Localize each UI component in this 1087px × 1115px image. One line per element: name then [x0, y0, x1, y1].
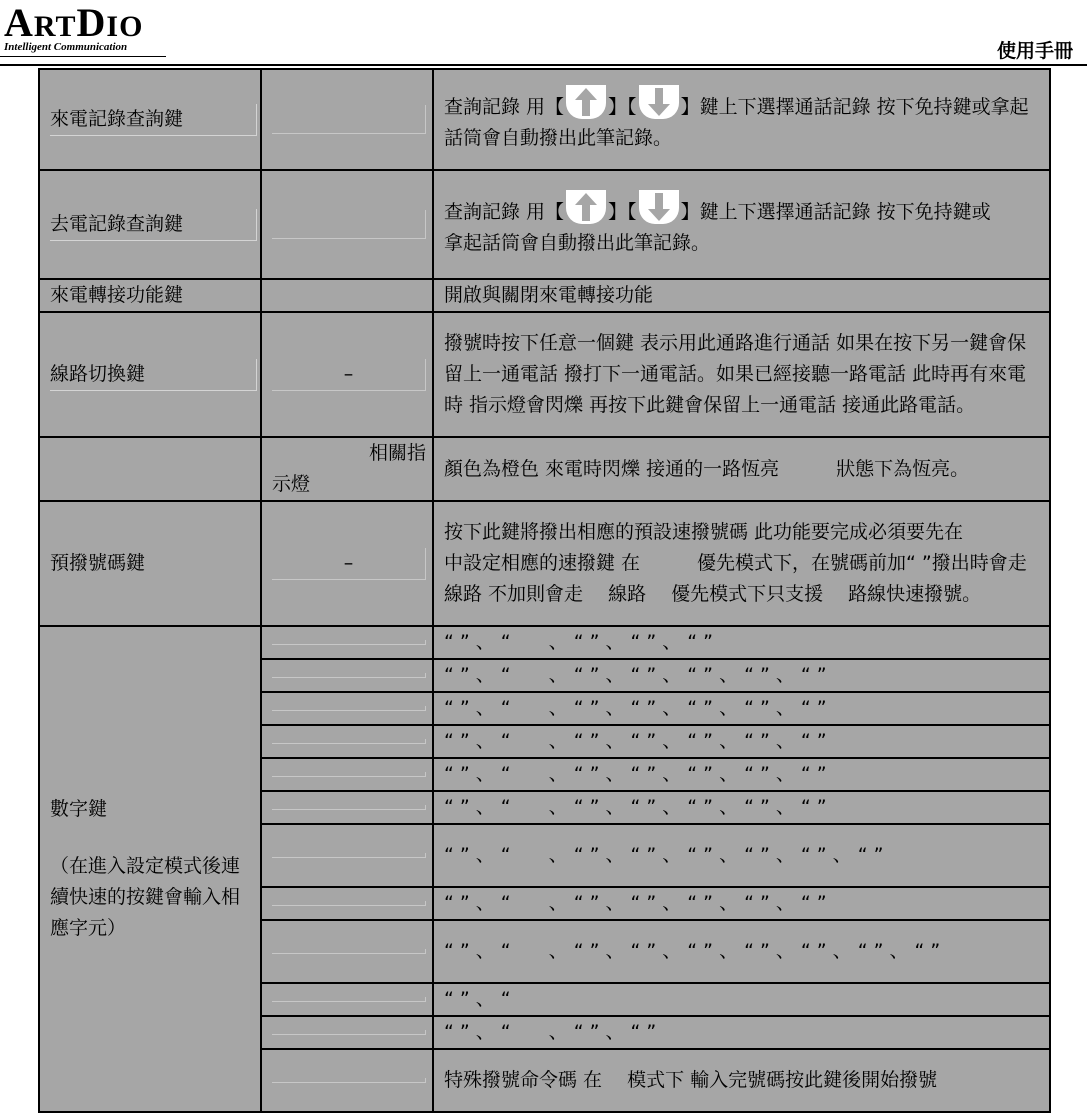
character-list-cell: “ ” 、 “ 、 “ ” 、 “ ” 、 “ ” 、 “ ” 、 “ ” [433, 887, 1050, 920]
character-list-cell: “ ” 、 “ 、 “ ” 、 “ ” 、 “ ” [433, 626, 1050, 659]
key-cell [261, 626, 433, 659]
brand-logo: ARTDIO [4, 0, 144, 45]
key-cell [261, 983, 433, 1016]
key-name-cell: 預撥號碼鍵 [39, 501, 261, 626]
table-row [39, 279, 1050, 312]
table-row [39, 626, 1050, 659]
character-list-cell: “ ” 、 “ 、 “ ” 、 “ ” 、 “ ” 、 “ ” 、 “ ” [433, 758, 1050, 791]
character-list-cell: “ ” 、 “ 、 “ ” 、 “ ” 、 “ ” 、 “ ” 、 “ ” 、 “ ” [433, 824, 1050, 887]
key-cell [261, 887, 433, 920]
key-cell: 相關指 示燈 [261, 437, 433, 501]
description-cell: 撥號時按下任意一個鍵 表示用此通路進行通話 如果在按下另一鍵會保留上一通電話 撥打下一通電話。如果已經接聽一路電話 此時再有來電時 指示燈會閃爍 再按下此鍵會保留上一通電話 接通此路電話。 [433, 312, 1050, 437]
numeric-key-note: （在進入設定模式後連續快速的按鍵會輸入相應字元） [50, 855, 241, 939]
key-cell [261, 1016, 433, 1049]
key-cell [261, 920, 433, 983]
key-name-cell: 線路切換鍵 [39, 312, 261, 437]
arrow-down-icon [639, 190, 679, 224]
key-cell: – [261, 501, 433, 626]
key-name-cell: 來電記錄查詢鍵 [39, 69, 261, 170]
numeric-key-label: 數字鍵 [50, 798, 108, 820]
character-list-cell: “ ” 、 “ [433, 983, 1050, 1016]
key-cell [261, 1049, 433, 1112]
table-row [39, 501, 1050, 626]
arrow-up-icon [566, 190, 606, 224]
key-name-cell [39, 437, 261, 501]
manual-title: 使用手冊 [996, 40, 1073, 62]
key-cell [261, 279, 433, 312]
key-cell [261, 824, 433, 887]
character-list-cell: “ ” 、 “ 、 “ ” 、 “ ” 、 “ ” 、 “ ” 、 “ ” [433, 725, 1050, 758]
logo-underline [0, 56, 166, 57]
page-header [0, 0, 1087, 66]
key-cell [261, 725, 433, 758]
function-key-table [38, 68, 1059, 1113]
table-row [39, 170, 1050, 279]
key-cell [261, 69, 433, 170]
character-list-cell: “ ” 、 “ 、 “ ” 、 “ ” 、 “ ” 、 “ ” 、 “ ” [433, 659, 1050, 692]
key-name-cell: 去電記錄查詢鍵 [39, 170, 261, 279]
character-list-cell: “ ” 、 “ 、 “ ” 、 “ ” 、 “ ” 、 “ ” 、 “ ” 、 “ ” 、 “ ” [433, 920, 1050, 983]
character-list-cell: 特殊撥號命令碼 在 模式下 輸入完號碼按此鍵後開始撥號 [433, 1049, 1050, 1112]
key-cell: – [261, 312, 433, 437]
table-row [39, 69, 1050, 170]
table-row [39, 437, 1050, 501]
arrow-down-icon [639, 85, 679, 119]
description-cell: 開啟與關閉來電轉接功能 [433, 279, 1050, 312]
character-list-cell: “ ” 、 “ 、 “ ” 、 “ ” 、 “ ” 、 “ ” 、 “ ” [433, 791, 1050, 824]
table-row [39, 312, 1050, 437]
key-cell [261, 170, 433, 279]
key-cell [261, 692, 433, 725]
brand-tagline: Intelligent Communication [4, 41, 128, 53]
key-cell [261, 758, 433, 791]
description-cell: 查詢記錄 用【 】【 】鍵上下選擇通話記錄 按下免持鍵或拿起話筒會自動撥出此筆記錄。 [433, 69, 1050, 170]
description-cell: 顏色為橙色 來電時閃爍 接通的一路恆亮 狀態下為恆亮。 [433, 437, 1050, 501]
header-divider [0, 64, 1087, 66]
key-name-cell: 來電轉接功能鍵 [39, 279, 261, 312]
description-cell: 按下此鍵將撥出相應的預設速撥號碼 此功能要完成必須要先在 中設定相應的速撥鍵 在 優先模式下，在號碼前加“ ”撥出時會走 線路 不加則會走 線路 優先模式下只支援 路線快速撥號。 [433, 501, 1050, 626]
numeric-key-cell [39, 626, 261, 1112]
description-cell: 查詢記錄 用【 】【 】鍵上下選擇通話記錄 按下免持鍵或 拿起話筒會自動撥出此筆記錄。 [433, 170, 1050, 279]
character-list-cell: “ ” 、 “ 、 “ ” 、 “ ” [433, 1016, 1050, 1049]
arrow-up-icon [566, 85, 606, 119]
character-list-cell: “ ” 、 “ 、 “ ” 、 “ ” 、 “ ” 、 “ ” 、 “ ” [433, 692, 1050, 725]
key-cell [261, 659, 433, 692]
key-cell [261, 791, 433, 824]
